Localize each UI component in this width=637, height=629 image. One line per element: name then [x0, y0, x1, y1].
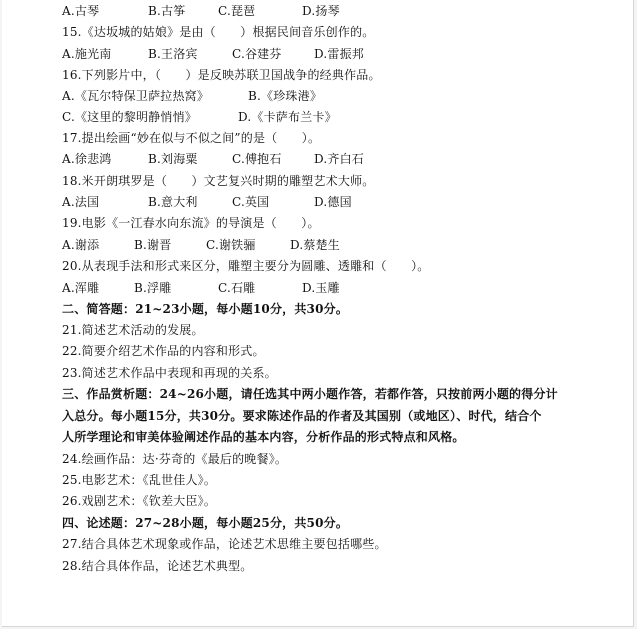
q27: 27.结合具体艺术现象或作品，论述艺术思维主要包括哪些。 — [62, 537, 387, 551]
q20-option-a: A.浑雕 — [62, 281, 100, 295]
section2-heading: 二、简答题：21~23小题，每小题10分，共30分。 — [62, 302, 349, 316]
q18-stem: 18.米开朗琪罗是（ ）文艺复兴时期的雕塑艺术大师。 — [62, 174, 375, 188]
q19-option-a: A.谢添 — [62, 238, 100, 252]
q17-option-c: C.傅抱石 — [232, 152, 282, 166]
q20-stem: 20.从表现手法和形式来区分，雕塑主要分为圆雕、透雕和（ ）。 — [62, 259, 430, 273]
q17-option-a: A.徐悲鸿 — [62, 152, 112, 166]
q19-option-d: D.蔡楚生 — [290, 238, 341, 252]
q16-option-a: A.《瓦尔特保卫萨拉热窝》 — [62, 89, 210, 103]
q28: 28.结合具体作品，论述艺术典型。 — [62, 559, 253, 573]
q17-option-b: B.刘海粟 — [148, 152, 198, 166]
q18-option-c: C.英国 — [232, 195, 270, 209]
q18-option-b: B.意大利 — [148, 195, 198, 209]
q20-option-b: B.浮雕 — [134, 281, 172, 295]
q19-stem: 19.电影《一江春水向东流》的导演是（ ）。 — [62, 216, 320, 230]
q17-stem: 17.提出绘画“妙在似与不似之间”的是（ ）。 — [62, 131, 321, 145]
q16-option-b: B.《珍珠港》 — [248, 89, 323, 103]
exam-page — [2, 0, 634, 627]
q15-stem: 15.《达坂城的姑娘》是由（ ）根据民间音乐创作的。 — [62, 25, 375, 39]
section3-heading-line1: 三、作品赏析题：24~26小题，请任选其中两小题作答，若都作答，只按前两小题的得分计 — [62, 387, 558, 401]
q18-option-d: D.德国 — [314, 195, 352, 209]
section4-heading: 四、论述题：27~28小题，每小题25分，共50分。 — [62, 516, 349, 530]
q14-option-d: D.扬琴 — [302, 4, 340, 18]
q15-option-b: B.王洛宾 — [148, 47, 198, 61]
q14-option-b: B.古筝 — [148, 4, 186, 18]
q20-option-d: D.玉雕 — [302, 281, 340, 295]
q19-option-c: C.谢铁骊 — [206, 238, 256, 252]
section3-heading-line3: 人所学理论和审美体验阐述作品的基本内容，分析作品的形式特点和风格。 — [62, 430, 465, 444]
q24: 24.绘画作品：达·芬奇的《最后的晚餐》。 — [62, 452, 288, 466]
q14-option-c: C.琵琶 — [218, 4, 256, 18]
section3-heading-line2: 入总分。每小题15分，共30分。要求陈述作品的作者及其国别（或地区）、时代，结合个 — [62, 409, 542, 423]
q16-stem: 16.下列影片中，（ ）是反映苏联卫国战争的经典作品。 — [62, 68, 381, 82]
q17-option-d: D.齐白石 — [314, 152, 365, 166]
q22: 22.简要介绍艺术作品的内容和形式。 — [62, 344, 265, 358]
q19-option-b: B.谢晋 — [134, 238, 172, 252]
q16-option-c: C.《这里的黎明静悄悄》 — [62, 110, 197, 124]
q20-option-c: C.石雕 — [218, 281, 256, 295]
q15-option-c: C.谷建芬 — [232, 47, 282, 61]
q21: 21.简述艺术活动的发展。 — [62, 323, 204, 337]
q16-option-d: D.《卡萨布兰卡》 — [238, 110, 337, 124]
q14-option-a: A.古琴 — [62, 4, 100, 18]
q18-option-a: A.法国 — [62, 195, 100, 209]
q26: 26.戏剧艺术：《钦差大臣》。 — [62, 494, 217, 508]
q25: 25.电影艺术：《乱世佳人》。 — [62, 473, 217, 487]
q15-option-a: A.施光南 — [62, 47, 112, 61]
q23: 23.简述艺术作品中表现和再现的关系。 — [62, 366, 277, 380]
q15-option-d: D.雷振邦 — [314, 47, 365, 61]
